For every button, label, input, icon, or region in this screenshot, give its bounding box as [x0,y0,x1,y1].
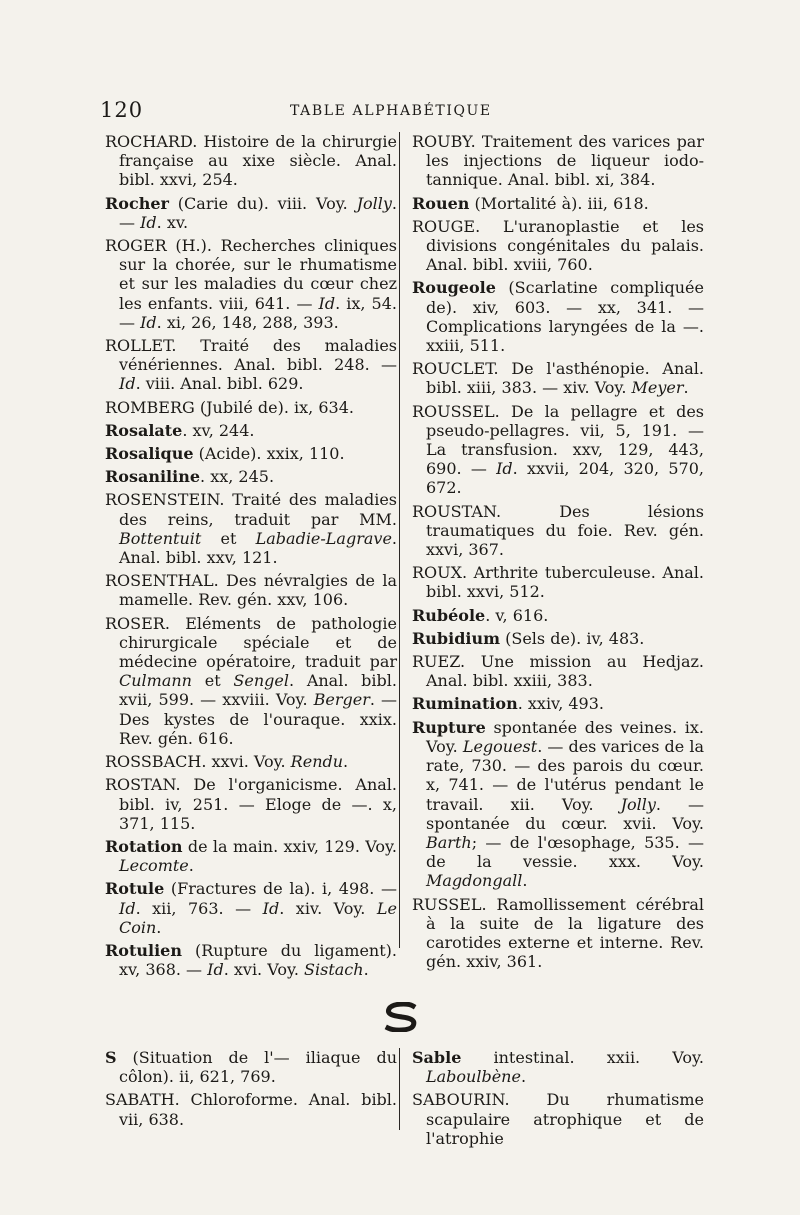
index-entry [105,1048,397,1086]
entry-text: Des lésions traumatiques du foie. Rev. gén. xxvi, 367. [426,501,704,560]
index-entry [412,217,704,275]
entry-text: (Fractures de la). i, 498. — [164,879,397,899]
index-entry [412,563,704,601]
entry-headword: ROMBERG [105,397,195,417]
index-entry [105,336,397,394]
entry-headword: Rotulien [105,940,182,960]
entry-text: (Mortalité à). iii, 618. [469,193,649,213]
entry-text: . [522,871,528,891]
cited-name: Le Coin [119,898,397,937]
index-entry [412,652,704,690]
entry-reference [117,1048,397,1086]
entry-text: xxvi. Voy. [206,752,291,772]
section-letter-s [384,1002,418,1032]
entry-headword: ROLLET. [105,336,177,356]
cited-name: Sistach [304,960,364,980]
index-entry [105,421,397,440]
entry-reference [206,752,348,771]
entry-reference [426,1048,704,1086]
cited-name: Sengel [233,671,289,691]
cited-name: Labadie-Lagrave [255,528,392,548]
index-entry [105,879,397,937]
index-entry [412,502,704,560]
entry-text: . [363,960,369,980]
entry-headword: Rupture [412,717,486,737]
entry-text: . xii, 763. — [135,898,263,918]
cited-name: Id [140,312,157,332]
entry-text: et [201,528,256,548]
entry-text: Chloroforme. Anal. bibl. vii, 638. [119,1090,397,1129]
entry-text: . [343,752,349,772]
entry-text: de la main. xxiv, 129. Voy. [182,836,397,856]
entry-headword: SABOURIN. [412,1090,510,1110]
index-entry [412,895,704,972]
entry-text: . — Des kystes de l'ouraque. xxix. Rev. gén. 616. [119,690,397,748]
cited-name: Bottentuit [119,528,202,548]
index-entry [412,1048,704,1086]
entry-text: . viii. Anal. bibl. 629. [135,374,304,394]
index-entry [412,402,704,498]
entry-text: Recherches cliniques sur la chorée, sur le rhumatisme et sur les maladies du cœur chez les enfants. viii, 641. — [119,236,398,313]
entry-headword: ROUCLET. [412,359,499,379]
entry-reference [426,718,704,891]
column-left-top [105,132,397,983]
entry-headword: Rosalique [105,444,194,464]
index-entry [105,467,397,486]
entry-text: Traitement des varices par les injections de liqueur iodo-tannique. Anal. bibl. xi, 384. [426,132,704,190]
entry-text: Du rhumatisme scapulaire atrophique et de l'atrophie [426,1090,704,1148]
entry-headword: ROGER (H.). [105,236,212,256]
entry-text: . [683,378,689,398]
index-entry [412,629,704,648]
entry-reference [426,563,704,601]
entry-text: Histoire de la chirurgie française au xixe siècle. Anal. bibl. xxvi, 254. [119,132,397,190]
column-divider [399,132,400,948]
entry-headword: RUSSEL. [412,894,487,914]
entry-reference [500,629,644,648]
entry-text: . xiv. Voy. [279,898,377,918]
cited-name: Barth [426,832,472,852]
index-entry [412,718,704,891]
entry-text: . ix, 54.— [119,293,397,332]
entry-headword: ROUGE. [412,216,481,236]
entry-text: De l'asthénopie. Anal. bibl. xiii, 383. — xiv. Voy. [426,359,704,398]
index-entry [412,1090,704,1148]
entry-text: De l'organicisme. Anal. bibl. iv, 251. — Eloge de —. x, 371, 115. [119,775,397,833]
entry-headword: Rocher [105,193,169,213]
entry-headword: ROSER. [105,613,170,633]
entry-text: . xxvii, 204, 320, 570, 672. [426,459,704,498]
entry-text: De la pellagre et des pseudo-pellagres. vii, 5, 191. — La transfusion. xxv, 129, 443, 690. — [426,401,704,479]
entry-headword: ROUBY. [412,132,476,151]
cited-name: Laboulbène [426,1067,521,1087]
entry-headword: Rougeole [412,278,496,298]
cited-name: Id [119,374,136,394]
index-entry [105,752,397,771]
entry-reference [194,444,345,463]
cited-name: Jolly [356,193,392,213]
entry-text: ; — de l'œsophage, 535. — de la vessie. xxx. Voy. [426,832,704,872]
entry-text: Eléments de pathologie chirurgicale spéciale et de médecine opératoire, traduit par [119,613,397,672]
cited-name: Id [318,293,336,313]
entry-text: . xx, 245. [200,467,275,487]
cited-name: Magdongall [426,871,523,891]
entry-text: . [520,1067,527,1087]
index-entry [105,614,397,748]
entry-headword: Rubéole [412,605,486,625]
entry-text: (Rupture du ligament). xv, 368. — [119,940,397,980]
index-entry [105,444,397,463]
entry-text: . — des varices de la rate, 730. — des parois du cœur. x, 741. — de l'utérus pendant le travail. xii. Voy. [426,736,704,814]
entry-headword: ROUSSEL. [412,401,500,421]
index-entry [105,236,397,332]
entry-headword: Rosalate [105,420,183,440]
cited-name: Id [207,960,224,980]
cited-name: Legouest [462,736,538,756]
entry-headword: RUEZ. [412,652,466,672]
entry-headword: Rotule [105,879,165,899]
entry-headword: Rubidium [412,628,501,648]
entry-headword: ROSSBACH. [105,752,207,772]
entry-text: . xv, 244. [182,420,255,440]
entry-text: Traité des maladies des reins, traduit par MM. [119,490,397,529]
entry-text: . — spontanée du cœur. xvii. Voy. [426,794,704,833]
entry-text: . [188,856,194,876]
entry-headword: Rotation [105,836,183,856]
entry-reference [119,614,397,748]
entry-text: . Anal. bibl. xxv, 121. [119,528,397,568]
index-entry [105,775,397,833]
entry-text: . xi, 26, 148, 288, 393. [156,312,339,332]
entry-text: . Anal. bibl. xvii, 599. — xxviii. Voy. [119,671,397,710]
entry-reference [195,398,354,417]
entry-text: intestinal. xxii. Voy. [461,1048,704,1067]
entry-headword: Rumination [412,694,518,714]
cited-name: Berger [313,690,370,710]
index-entry [105,398,397,417]
entry-headword: ROSENSTEIN. [105,490,225,510]
entry-headword: ROSENTHAL. [105,571,219,591]
index-entry [412,278,704,355]
cited-name: Meyer [631,378,684,398]
cited-name: Lecomte [119,856,189,876]
page-header [100,98,704,124]
entry-reference [485,606,548,625]
entry-text: spontanée des veines. ix. Voy. [426,717,704,756]
entry-text: . xvi. Voy. [223,960,305,980]
cited-name: Jolly [620,794,656,814]
entry-text: Traité des maladies vénériennes. Anal. bibl. 248. — [119,336,397,375]
entry-reference [200,467,274,486]
cited-name: Id [119,898,136,918]
entry-text: Arthrite tuberculeuse. Anal. bibl. xxvi, 512. [426,563,704,602]
entry-text: (Jubilé de). ix, 634. [194,397,354,417]
cited-name: Rendu [290,752,344,772]
index-entry [105,194,397,232]
entry-headword: ROUSTAN. [412,501,502,521]
entry-headword: Sable [412,1048,462,1067]
entry-text: (Situation de l'— iliaque du côlon). ii, 621, 769. [116,1048,397,1087]
index-entry [412,132,704,190]
entry-text: (Carie du). viii. Voy. [168,193,357,213]
index-entry [412,194,704,213]
entry-headword: Rosaniline [105,467,201,487]
cited-name: Id [140,212,157,232]
entry-text: Ramollissement cérébral à la suite de la ligature des carotides externe et interne. Rev. gén. xxiv, 361. [426,894,704,972]
running-title: TABLE ALPHABÉTIQUE [290,103,492,119]
cited-name: Id [496,459,513,479]
entry-headword: ROSTAN. [105,775,181,795]
index-entry [412,359,704,397]
entry-text: . [156,917,162,937]
entry-text: (Sels de). iv, 483. [500,628,645,648]
index-entry [105,1090,397,1128]
entry-text: Des névralgies de la mamelle. Rev. gén. xxv, 106. [119,571,397,610]
index-entry [412,606,704,625]
column-right-top [412,132,704,975]
column-left-bottom [105,1048,397,1133]
entry-text: (Scarlatine compliquée de). xiv, 603. — xx, 341. — Complications laryngées de la —. xxiii, 511. [426,278,704,356]
index-entry [105,490,397,567]
entry-reference [182,421,254,440]
column-right-bottom [412,1048,704,1152]
entry-headword: S [105,1048,117,1067]
entry-text: L'uranoplastie et les divisions congénitales du palais. Anal. bibl. xviii, 760. [426,216,704,275]
entry-headword: ROCHARD. [105,132,198,151]
entry-headword: SABATH. [105,1090,180,1110]
index-entry [105,132,397,190]
entry-headword: Rouen [412,193,470,213]
entry-text: (Acide). xxix, 110. [193,444,345,464]
entry-text: . v, 616. [485,605,549,625]
entry-text: . xv. [156,212,189,232]
entry-text: . xxiv, 493. [517,694,604,714]
entry-text: et [191,671,234,691]
index-entry [105,837,397,875]
index-entry [105,941,397,979]
index-entry [105,571,397,609]
entry-reference [469,194,648,213]
entry-text: Une mission au Hedjaz. Anal. bibl. xxiii, 383. [426,652,704,691]
entry-text: . — [119,193,397,232]
entry-reference [518,694,604,713]
page-number: 120 [100,98,144,122]
index-entry [412,694,704,713]
column-divider-bottom [399,1048,400,1130]
cited-name: Culmann [119,671,192,691]
entry-headword: ROUX. [412,563,468,583]
entry-reference [426,652,704,690]
cited-name: Id [262,898,280,918]
